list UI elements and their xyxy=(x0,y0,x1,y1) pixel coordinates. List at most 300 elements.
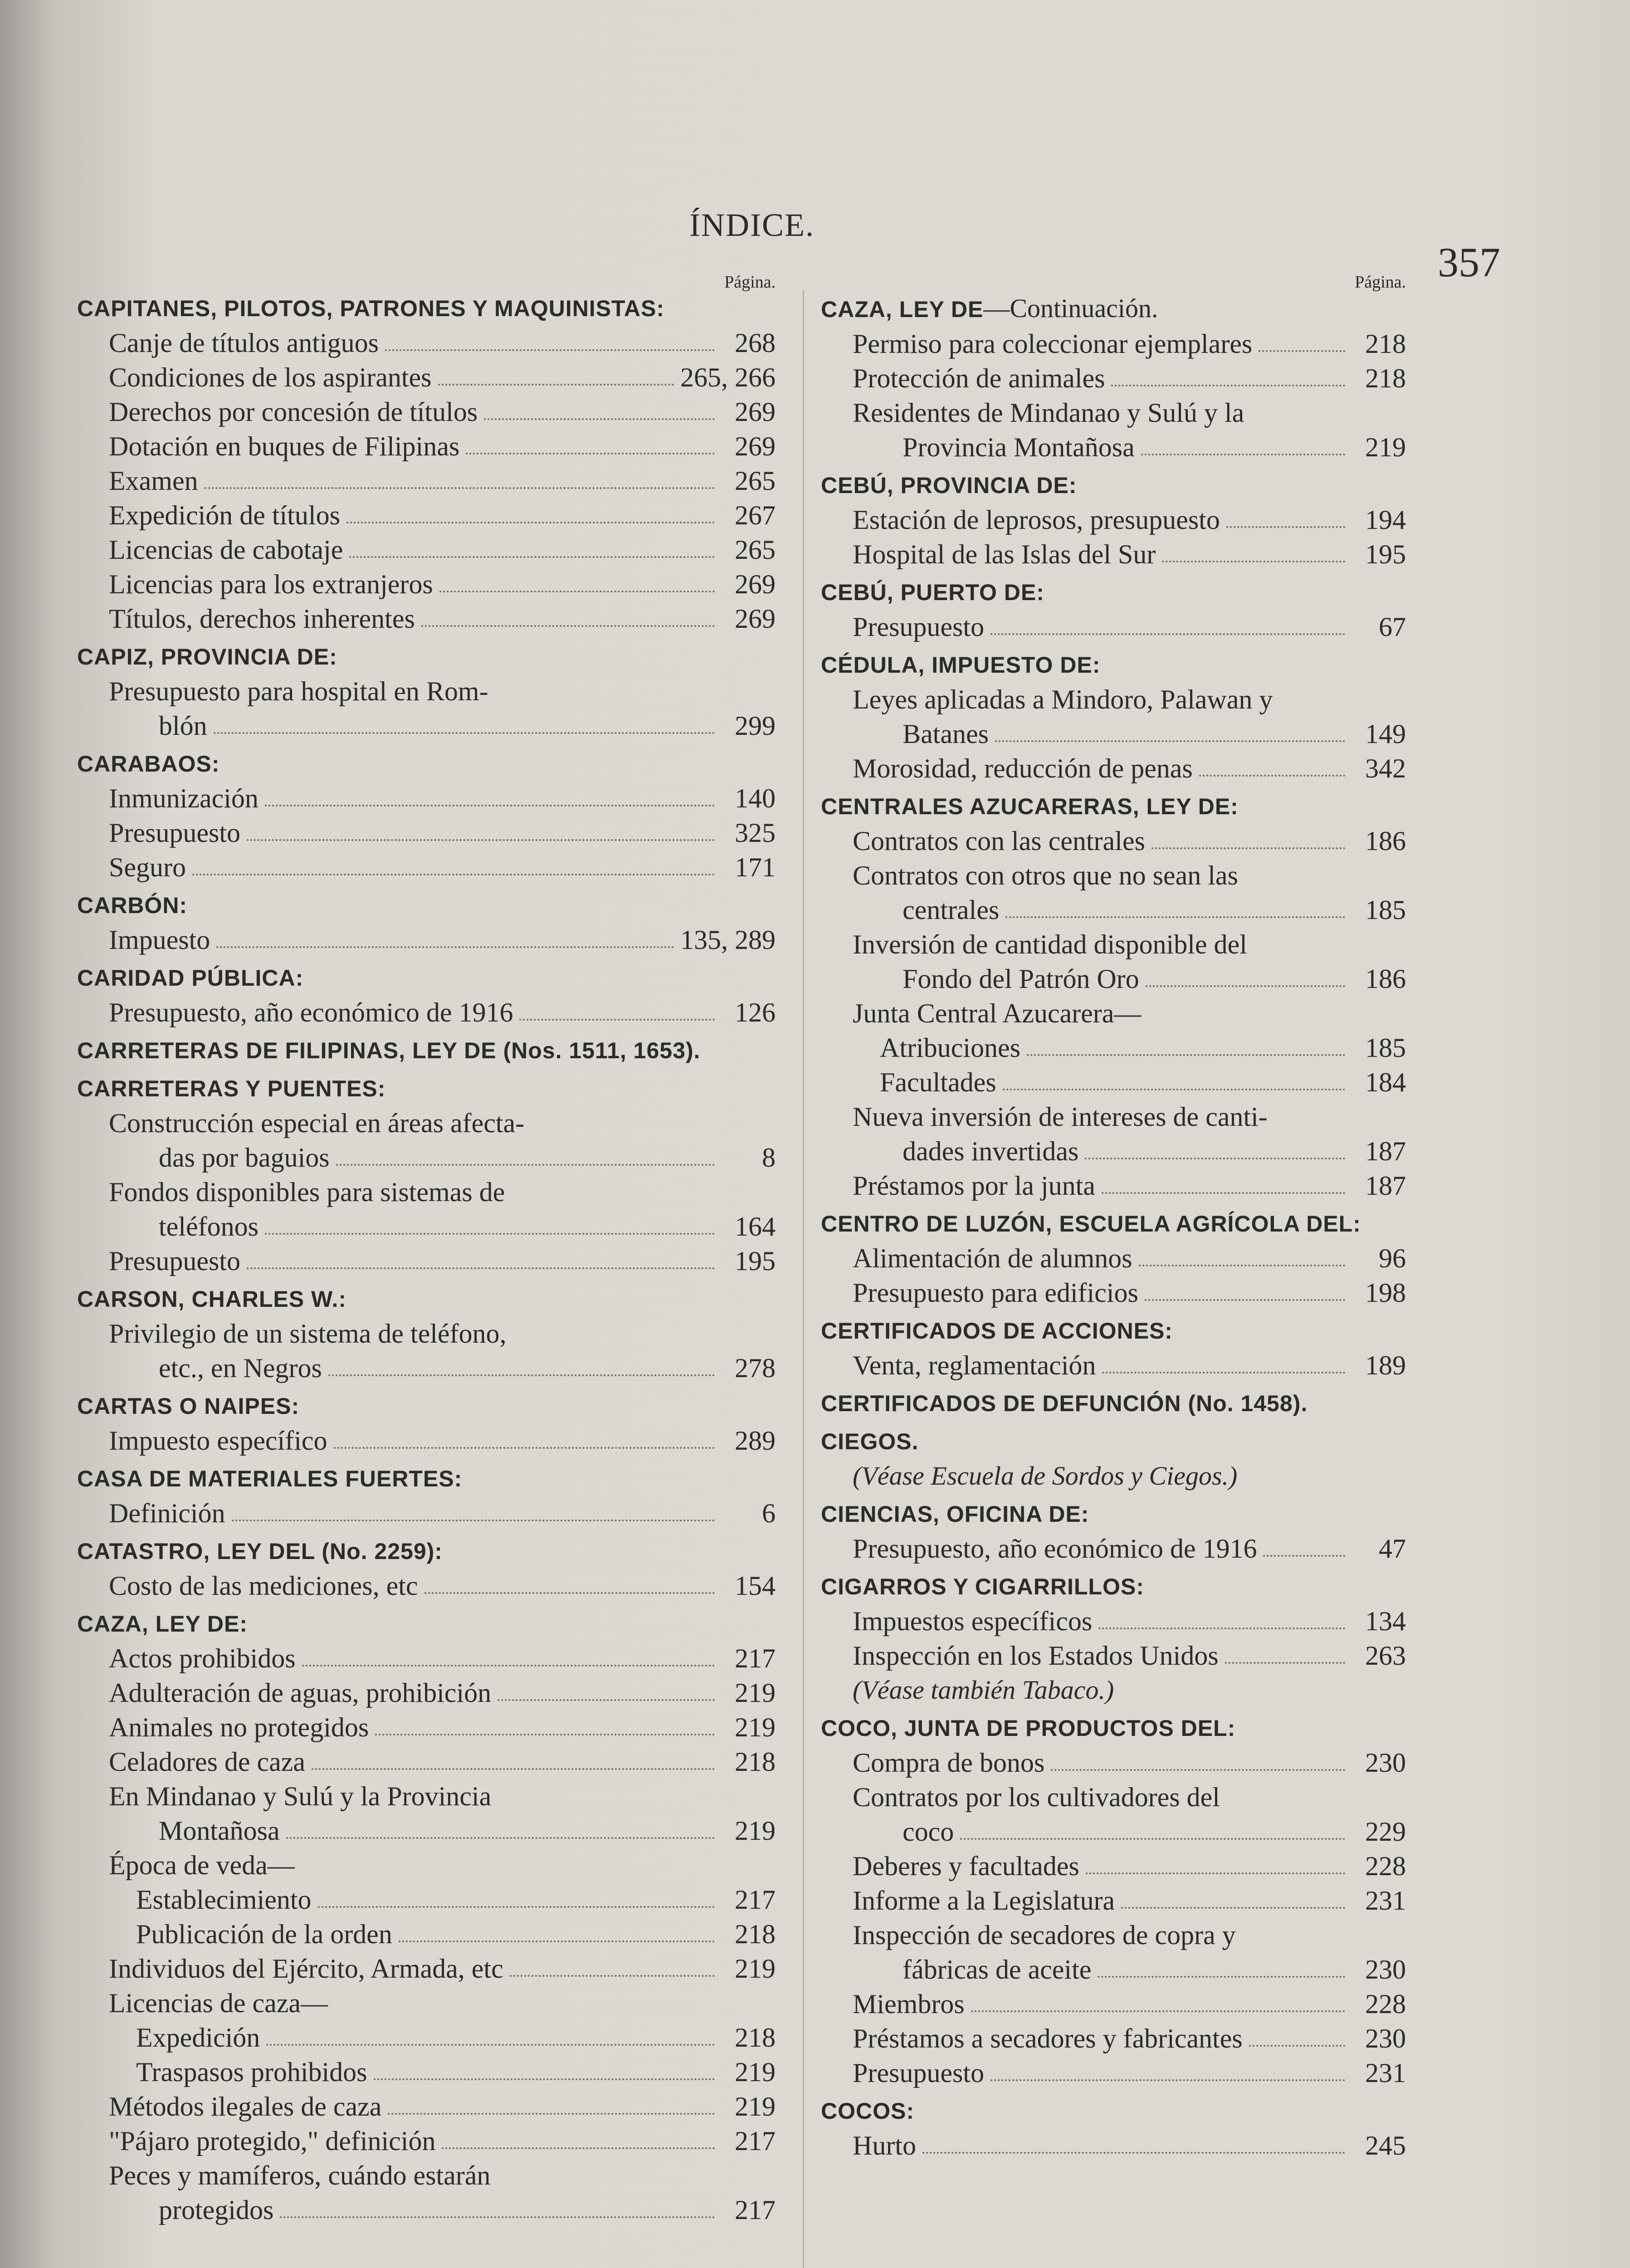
index-entry-text-continued: blón xyxy=(159,711,207,741)
index-entry xyxy=(77,995,776,1030)
index-entry-text: Expedición de títulos xyxy=(109,500,340,530)
index-heading xyxy=(77,1461,776,1496)
index-entry-line2 xyxy=(109,2193,776,2227)
index-heading xyxy=(77,640,776,674)
index-page-ref: 325 xyxy=(735,818,776,848)
index-entry-text: Examen xyxy=(109,466,198,496)
index-page-ref: 185 xyxy=(1365,895,1406,925)
index-entry-text: En Mindanao y Sulú y la Provincia xyxy=(109,1781,492,1811)
index-entry-line2 xyxy=(853,1952,1406,1987)
index-page-ref: 171 xyxy=(735,852,776,882)
leader-dots xyxy=(442,2147,715,2149)
index-page-ref: 228 xyxy=(1365,1851,1406,1881)
index-entry-text: Licencias para los extranjeros xyxy=(109,569,433,599)
index-entry xyxy=(821,1531,1406,1566)
leader-dots xyxy=(214,732,715,734)
index-page-ref: 219 xyxy=(735,2092,776,2121)
index-heading xyxy=(77,1389,776,1423)
index-page-ref: 231 xyxy=(1365,1886,1406,1916)
index-entry-text: Alimentación de alumnos xyxy=(853,1243,1132,1273)
index-entry-text: Protección de animales xyxy=(853,363,1105,393)
index-heading-text: CARSON, CHARLES W.: xyxy=(77,1286,346,1312)
index-heading xyxy=(821,1497,1406,1531)
index-entry xyxy=(77,464,776,498)
index-entry xyxy=(77,850,776,885)
index-heading xyxy=(77,1534,776,1569)
index-page-ref: 230 xyxy=(1365,1748,1406,1778)
index-entry xyxy=(821,927,1406,996)
index-heading-continuation: —Continuación. xyxy=(983,293,1158,323)
index-entry-text: Derechos por concesión de títulos xyxy=(109,397,478,427)
index-heading-text: CIGARROS Y CIGARRILLOS: xyxy=(821,1574,1144,1599)
index-heading xyxy=(821,648,1406,682)
index-entry xyxy=(77,1779,776,1848)
index-page-ref: 278 xyxy=(735,1353,776,1383)
index-entry-text: Títulos, derechos inherentes xyxy=(109,604,415,634)
leader-dots xyxy=(1145,1299,1345,1301)
index-entry xyxy=(821,1745,1406,1780)
index-heading xyxy=(821,575,1406,610)
index-entry-text: Presupuesto xyxy=(853,612,984,642)
index-entry xyxy=(821,1276,1406,1310)
index-entry-text: Adulteración de aguas, prohibición xyxy=(109,1678,492,1708)
index-heading xyxy=(77,747,776,781)
index-entry-text: Nueva inversión de intereses de canti- xyxy=(853,1102,1268,1132)
index-entry-text: Hospital de las Islas del Sur xyxy=(853,539,1156,569)
leader-dots xyxy=(439,591,715,592)
leader-dots xyxy=(1152,847,1345,849)
index-entry xyxy=(77,1986,776,2020)
leader-dots xyxy=(346,522,715,523)
index-page-ref: 218 xyxy=(735,1919,776,1949)
index-entry-text: Contratos con otros que no sean las xyxy=(853,860,1238,890)
index-entry xyxy=(821,361,1406,396)
index-entry-line2 xyxy=(109,1140,776,1175)
index-entry-text: Atribuciones xyxy=(880,1033,1020,1063)
leader-dots xyxy=(399,1941,715,1942)
leader-dots xyxy=(1139,1265,1345,1266)
index-page-ref: 187 xyxy=(1365,1171,1406,1201)
index-entry xyxy=(77,2124,776,2158)
index-page-ref: 218 xyxy=(1365,363,1406,393)
index-heading xyxy=(821,1711,1406,1745)
leader-dots xyxy=(1162,561,1345,562)
leader-dots xyxy=(1141,454,1345,455)
index-entry xyxy=(821,503,1406,537)
leader-dots xyxy=(265,1233,715,1235)
index-heading-text: CENTRO DE LUZÓN, ESCUELA AGRÍCOLA DEL: xyxy=(821,1211,1361,1237)
leader-dots xyxy=(498,1699,715,1701)
leader-dots xyxy=(328,1374,715,1376)
index-entry xyxy=(77,1423,776,1458)
index-entry-text: Licencias de caza— xyxy=(109,1988,328,2018)
index-page-ref: 269 xyxy=(735,431,776,461)
index-page-ref: 186 xyxy=(1365,964,1406,994)
index-heading xyxy=(821,1569,1406,1604)
index-entry xyxy=(77,2158,776,2227)
leader-dots xyxy=(1146,985,1345,987)
index-heading xyxy=(821,1207,1406,1241)
index-entry xyxy=(821,1918,1406,1987)
leader-dots xyxy=(991,633,1345,635)
index-entry xyxy=(77,1244,776,1278)
index-entry xyxy=(821,1168,1406,1203)
index-page-ref: 228 xyxy=(1365,1989,1406,2019)
index-entry-text: Publicación de la orden xyxy=(136,1919,392,1949)
index-page-ref: 218 xyxy=(1365,329,1406,359)
index-page-ref: 47 xyxy=(1379,1534,1406,1564)
index-entry xyxy=(77,498,776,533)
leader-dots xyxy=(216,946,674,948)
index-page-ref: 198 xyxy=(1365,1278,1406,1308)
leader-dots xyxy=(1086,1872,1345,1874)
index-entry-text-continued: dades invertidas xyxy=(903,1136,1079,1166)
index-entry-text: Presupuesto, año económico de 1916 xyxy=(109,997,513,1027)
index-heading-text: CIENCIAS, OFICINA DE: xyxy=(821,1501,1089,1527)
index-entry-text: Condiciones de los aspirantes xyxy=(109,362,432,392)
index-entry xyxy=(77,533,776,567)
index-entry xyxy=(77,1106,776,1175)
leader-dots xyxy=(1121,1907,1345,1909)
pagina-label: Página. xyxy=(724,273,776,292)
index-entry xyxy=(821,1849,1406,1883)
index-entry-text: Presupuesto xyxy=(109,1246,240,1276)
leader-dots xyxy=(421,625,715,627)
index-entry xyxy=(821,396,1406,464)
index-entry xyxy=(821,1348,1406,1383)
index-page-ref: 219 xyxy=(735,1816,776,1846)
leader-dots xyxy=(1085,1158,1345,1159)
index-entry-text: Deberes y facultades xyxy=(853,1851,1079,1881)
index-entry-text-continued: Batanes xyxy=(903,719,989,749)
leader-dots xyxy=(205,487,715,489)
index-page-ref: 217 xyxy=(735,2195,776,2225)
index-entry-text: Privilegio de un sistema de teléfono, xyxy=(109,1319,507,1349)
index-page-ref: 299 xyxy=(735,711,776,741)
leader-dots xyxy=(1051,1769,1345,1771)
index-entry-text: Actos prohibidos xyxy=(109,1643,296,1673)
index-entry-text: Hurto xyxy=(853,2131,916,2160)
index-entry-text: Venta, reglamentación xyxy=(853,1350,1096,1380)
leader-dots xyxy=(375,1734,715,1735)
leader-dots xyxy=(385,349,715,351)
index-page-ref: 184 xyxy=(1365,1067,1406,1097)
index-entry xyxy=(821,1780,1406,1849)
index-entry xyxy=(77,923,776,957)
leader-dots xyxy=(1111,385,1345,386)
index-entry-text: Época de veda— xyxy=(109,1850,295,1880)
index-entry xyxy=(821,824,1406,858)
see-also-note: (Véase Escuela de Sordos y Ciegos.) xyxy=(853,1461,1238,1491)
index-entry-text: Estación de leprosos, presupuesto xyxy=(853,505,1220,535)
leader-dots xyxy=(286,1837,715,1839)
index-entry xyxy=(821,2056,1406,2090)
index-entry-text: Impuestos específicos xyxy=(853,1606,1093,1636)
index-entry-text: Inmunización xyxy=(109,783,259,813)
leader-dots xyxy=(960,1838,1345,1840)
index-entry xyxy=(821,1987,1406,2021)
index-page-ref: 195 xyxy=(735,1246,776,1276)
index-heading xyxy=(77,961,776,995)
index-page-ref: 134 xyxy=(1365,1606,1406,1636)
index-heading-text: CARBÓN: xyxy=(77,893,188,918)
index-entry-text: Construcción especial en áreas afecta- xyxy=(109,1108,525,1138)
leader-dots xyxy=(922,2152,1345,2154)
index-entry-text: Costo de las mediciones, etc xyxy=(109,1571,418,1601)
index-entry-text: Traspasos prohibidos xyxy=(136,2057,367,2087)
index-heading-text: CARRETERAS Y PUENTES: xyxy=(77,1076,386,1101)
index-heading xyxy=(821,468,1406,503)
index-heading xyxy=(821,1424,1406,1459)
see-also-note: (Véase también Tabaco.) xyxy=(853,1675,1114,1705)
index-entry-text: Morosidad, reducción de penas xyxy=(853,753,1193,783)
leader-dots xyxy=(971,2010,1345,2012)
index-entry-text: Inspección de secadores de copra y xyxy=(853,1920,1236,1950)
leader-dots xyxy=(1098,1976,1345,1978)
index-entry xyxy=(821,858,1406,927)
index-page-ref: 219 xyxy=(735,1678,776,1708)
index-heading-text: CAZA, LEY DE: xyxy=(77,1611,248,1637)
index-entry-text-continued: Montañosa xyxy=(159,1816,280,1846)
index-entry xyxy=(77,1641,776,1676)
index-page-ref: 218 xyxy=(735,2023,776,2053)
index-entry xyxy=(821,537,1406,572)
index-entry-text: Residentes de Mindanao y Sulú y la xyxy=(853,398,1244,428)
index-entry-text-continued: Provincia Montañosa xyxy=(903,432,1135,462)
index-entry xyxy=(77,1882,776,1917)
leader-dots xyxy=(247,1267,715,1269)
index-entry xyxy=(821,610,1406,644)
index-entry-text-continued: protegidos xyxy=(159,2195,274,2225)
index-heading xyxy=(77,291,776,326)
index-entry-text: Dotación en buques de Filipinas xyxy=(109,431,460,461)
index-page-ref: 265 xyxy=(735,466,776,496)
index-entry xyxy=(77,1710,776,1745)
index-entry-text: Seguro xyxy=(109,852,186,882)
index-entry-text-continued: teléfonos xyxy=(159,1212,259,1242)
leader-dots xyxy=(336,1164,715,1166)
index-entry xyxy=(77,1316,776,1385)
index-entry xyxy=(77,395,776,429)
index-entry-text-continued: etc., en Negros xyxy=(159,1353,322,1383)
index-entry xyxy=(77,1676,776,1710)
index-heading-text: CASA DE MATERIALES FUERTES: xyxy=(77,1466,463,1491)
leader-dots xyxy=(302,1665,715,1667)
index-page-ref: 189 xyxy=(1365,1350,1406,1380)
index-page-ref: 8 xyxy=(762,1143,776,1173)
index-entry-text: Leyes aplicadas a Mindoro, Palawan y xyxy=(853,684,1273,714)
index-entry-line2 xyxy=(853,1814,1406,1849)
leader-dots xyxy=(1098,1628,1345,1629)
index-entry xyxy=(821,1638,1406,1673)
index-page-ref: 263 xyxy=(1365,1641,1406,1671)
index-entry-line2 xyxy=(109,1209,776,1244)
index-entry xyxy=(821,996,1406,1031)
index-entry-text: Inversión de cantidad disponible del xyxy=(853,929,1247,959)
index-entry xyxy=(77,360,776,395)
index-entry-text: Facultades xyxy=(880,1067,996,1097)
index-heading-text: CARABAOS: xyxy=(77,751,220,777)
index-page-ref: 267 xyxy=(735,500,776,530)
leader-dots xyxy=(334,1447,715,1449)
index-heading-text: CERTIFICADOS DE ACCIONES: xyxy=(821,1318,1173,1344)
index-heading xyxy=(821,789,1406,824)
page-number: 357 xyxy=(1438,239,1500,285)
index-entry xyxy=(821,1065,1406,1100)
index-heading-text: CAZA, LEY DE xyxy=(821,297,984,322)
index-page-ref: 230 xyxy=(1365,2024,1406,2053)
leader-dots xyxy=(438,384,674,386)
index-page-ref: 231 xyxy=(1365,2058,1406,2088)
index-page-ref: 269 xyxy=(735,397,776,427)
index-entry xyxy=(77,326,776,360)
index-page-ref: 219 xyxy=(1365,432,1406,462)
index-heading-text: CARRETERAS DE FILIPINAS, LEY DE (Nos. 1511, 1653). xyxy=(77,1038,701,1063)
index-column-left xyxy=(77,272,776,2227)
index-entry-text: "Pájaro protegido," definición xyxy=(109,2126,436,2156)
index-entry xyxy=(77,2055,776,2089)
index-entry xyxy=(821,1883,1406,1918)
index-entry-text: Individuos del Ejército, Armada, etc xyxy=(109,1954,503,1984)
index-page-ref: 245 xyxy=(1365,2131,1406,2160)
index-entry-text: Definición xyxy=(109,1498,225,1528)
pagina-label: Página. xyxy=(1355,273,1406,292)
index-entry-line2 xyxy=(109,1351,776,1385)
index-page-ref: 219 xyxy=(735,1712,776,1742)
index-entry-text: Compra de bonos xyxy=(853,1748,1045,1778)
index-heading xyxy=(821,1314,1406,1348)
index-entry xyxy=(821,2128,1406,2163)
index-entry xyxy=(821,2021,1406,2056)
index-entry-line2 xyxy=(853,893,1406,927)
column-divider xyxy=(803,290,804,2268)
index-heading xyxy=(77,1071,776,1106)
index-entry-text: Presupuesto para hospital en Rom- xyxy=(109,676,488,706)
leader-dots xyxy=(247,839,715,841)
index-entry-text: Establecimiento xyxy=(136,1885,312,1915)
index-heading xyxy=(77,1282,776,1316)
index-page-ref: 265 xyxy=(735,535,776,565)
index-heading-text: CENTRALES AZUCARERAS, LEY DE: xyxy=(821,794,1239,819)
index-entry xyxy=(77,2020,776,2055)
index-entry-line2 xyxy=(109,709,776,743)
index-heading-text: CAPITANES, PILOTOS, PATRONES Y MAQUINISTAS: xyxy=(77,296,664,321)
index-entry-text-continued: das por baguios xyxy=(159,1143,330,1173)
index-page-ref: 6 xyxy=(762,1498,776,1528)
index-heading-text: CIEGOS. xyxy=(821,1429,919,1454)
index-page-ref: 268 xyxy=(735,328,776,358)
index-entry-text: Licencias de cabotaje xyxy=(109,535,343,565)
leader-dots xyxy=(266,2044,715,2046)
index-entry-line2 xyxy=(853,430,1406,464)
index-page-ref: 186 xyxy=(1365,826,1406,856)
index-entry xyxy=(77,781,776,816)
index-heading xyxy=(77,1033,776,1068)
index-heading xyxy=(77,1607,776,1641)
index-entry-text: Presupuesto, año económico de 1916 xyxy=(853,1534,1257,1564)
index-heading-text: CERTIFICADOS DE DEFUNCIÓN (No. 1458). xyxy=(821,1391,1308,1416)
leader-dots xyxy=(1226,526,1345,528)
leader-dots xyxy=(1263,1555,1345,1557)
index-page-ref: 230 xyxy=(1365,1955,1406,1984)
index-column-right xyxy=(821,272,1406,2163)
index-heading xyxy=(821,1386,1406,1421)
index-heading-text: CEBÚ, PROVINCIA DE: xyxy=(821,473,1077,498)
index-entry-text: Presupuesto xyxy=(109,818,240,848)
running-title: ÍNDICE. xyxy=(689,207,815,243)
index-page-ref: 154 xyxy=(735,1571,776,1601)
index-entry xyxy=(77,2089,776,2124)
index-entry-text: Inspección en los Estados Unidos xyxy=(853,1641,1219,1671)
index-heading-text: CARIDAD PÚBLICA: xyxy=(77,965,304,991)
index-entry-text: Informe a la Legislatura xyxy=(853,1886,1115,1916)
index-entry xyxy=(77,1496,776,1530)
index-heading-text: CARTAS O NAIPES: xyxy=(77,1393,300,1419)
leader-dots xyxy=(991,2079,1345,2081)
index-entry-text-continued: Fondo del Patrón Oro xyxy=(903,964,1139,994)
index-entry-text: Presupuesto para edificios xyxy=(853,1278,1138,1308)
index-page-ref: 217 xyxy=(735,1885,776,1915)
index-entry xyxy=(77,816,776,850)
index-page-ref: 229 xyxy=(1365,1817,1406,1847)
index-page-ref: 195 xyxy=(1365,539,1406,569)
index-entry xyxy=(77,1917,776,1951)
leader-dots xyxy=(1225,1662,1345,1664)
index-page-ref: 140 xyxy=(735,783,776,813)
index-entry-line2 xyxy=(853,962,1406,996)
index-heading xyxy=(821,2094,1406,2128)
index-entry-text: Impuesto xyxy=(109,925,210,955)
index-entry-text: Préstamos por la junta xyxy=(853,1171,1095,1201)
index-entry-text: Préstamos a secadores y fabricantes xyxy=(853,2024,1243,2053)
index-page-ref: 269 xyxy=(735,569,776,599)
index-entry xyxy=(821,1031,1406,1065)
index-entry-text: Animales no protegidos xyxy=(109,1712,369,1742)
leader-dots xyxy=(484,418,715,420)
leader-dots xyxy=(510,1975,715,1977)
index-entry xyxy=(77,674,776,743)
leader-dots xyxy=(280,2216,715,2218)
leader-dots xyxy=(1102,1372,1345,1374)
index-entry xyxy=(821,1241,1406,1276)
index-entry xyxy=(821,682,1406,751)
leader-dots xyxy=(374,2078,715,2080)
leader-dots xyxy=(1003,1089,1345,1090)
index-entry xyxy=(77,601,776,636)
index-heading-text: CÉDULA, IMPUESTO DE: xyxy=(821,652,1101,678)
index-entry-text: Peces y mamíferos, cuándo estarán xyxy=(109,2160,491,2190)
index-page-ref: 187 xyxy=(1365,1136,1406,1166)
index-entry xyxy=(77,1175,776,1244)
index-entry-line2 xyxy=(109,1813,776,1848)
index-page-ref: 342 xyxy=(1365,753,1406,783)
index-page-ref: 96 xyxy=(1379,1243,1406,1273)
index-entry xyxy=(821,751,1406,786)
leader-dots xyxy=(312,1768,715,1770)
index-page-ref: 218 xyxy=(735,1747,776,1777)
index-page-ref: 219 xyxy=(735,2057,776,2087)
leader-dots xyxy=(192,874,715,875)
index-heading-text: COCOS: xyxy=(821,2098,914,2124)
index-entry-text-continued: fábricas de aceite xyxy=(903,1955,1092,1984)
index-entry-text: Miembros xyxy=(853,1989,965,2019)
index-heading-text: CEBÚ, PUERTO DE: xyxy=(821,580,1044,605)
leader-dots xyxy=(519,1019,715,1021)
leader-dots xyxy=(265,805,715,807)
index-entry xyxy=(77,567,776,601)
index-entry xyxy=(821,1100,1406,1168)
index-entry-text: Fondos disponibles para sistemas de xyxy=(109,1177,505,1207)
